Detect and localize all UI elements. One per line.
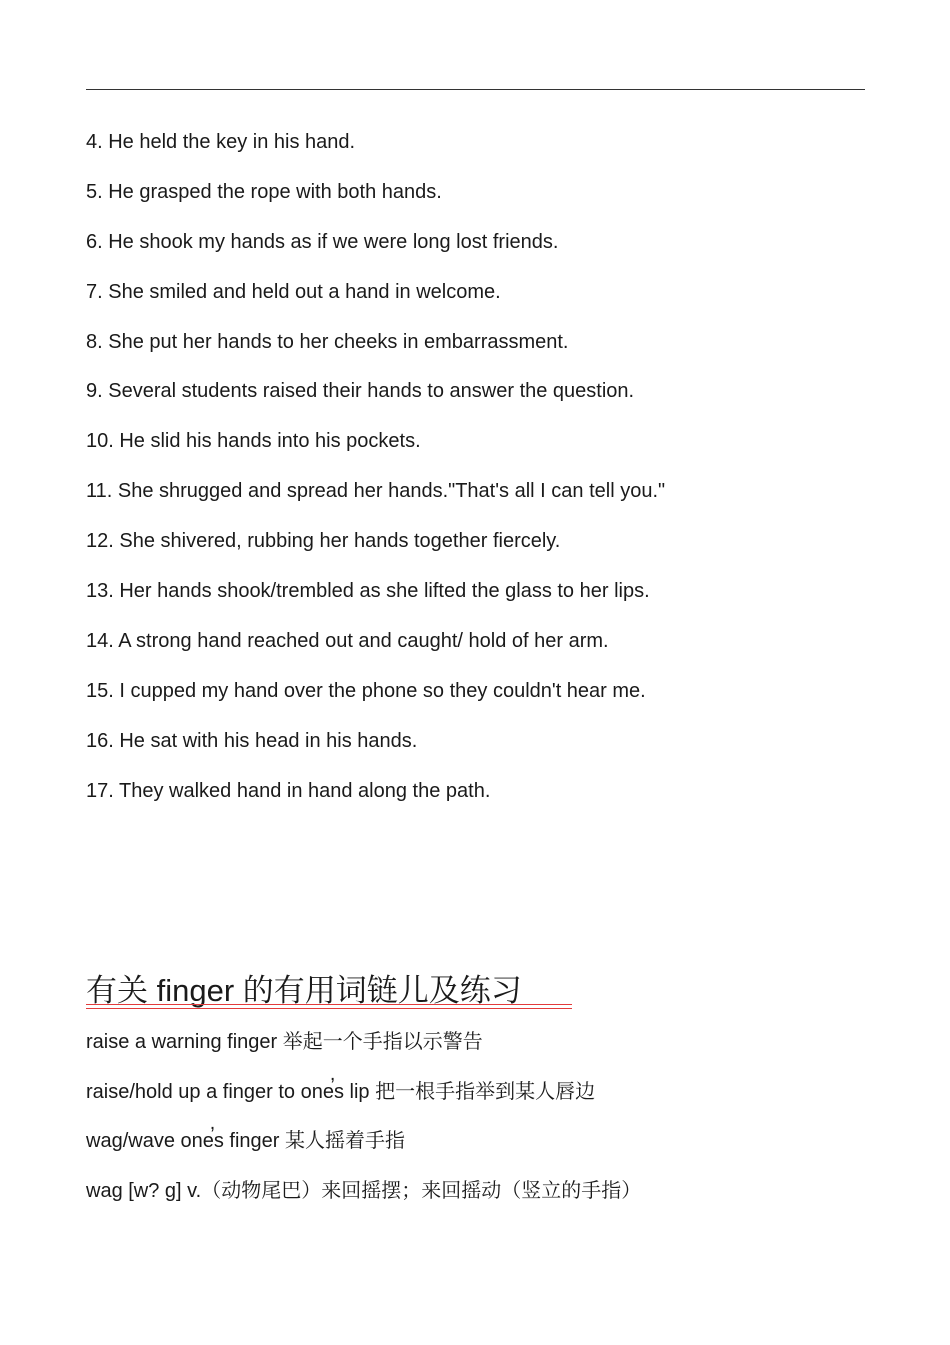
- phrase-item: raise/hold up a finger to one̕s lip 把一根手指举到某人唇边: [86, 1080, 596, 1103]
- heading-underline: [86, 1004, 572, 1009]
- example-sentence-7: 7. She smiled and held out a hand in welcome.: [86, 280, 501, 303]
- example-sentence-12: 12. She shivered, rubbing her hands together fiercely.: [86, 530, 561, 553]
- example-sentence-14: 14. A strong hand reached out and caught/ hold of her arm.: [86, 629, 609, 652]
- example-sentence-17: 17. They walked hand in hand along the path.: [86, 779, 491, 802]
- top-divider: [86, 89, 865, 90]
- example-sentence-6: 6. He shook my hands as if we were long lost friends.: [86, 230, 559, 253]
- example-sentence-11: 11. She shrugged and spread her hands."That's all I can tell you.": [86, 480, 666, 503]
- example-sentence-10: 10. He slid his hands into his pockets.: [86, 430, 421, 453]
- example-sentence-4: 4. He held the key in his hand.: [86, 131, 356, 153]
- example-sentence-8: 8. She put her hands to her cheeks in embarrassment.: [86, 330, 569, 353]
- phrase-list: [86, 1029, 866, 1227]
- example-sentence-list: [86, 130, 866, 828]
- example-sentence-5: 5. He grasped the rope with both hands.: [86, 180, 442, 203]
- section-heading: 有关 finger 的有用词链儿及练习: [86, 973, 522, 1008]
- phrase-item: wag [w? ɡ] v.（动物尾巴）来回摇摆；来回摇动（竖立的手指）: [86, 1179, 642, 1202]
- example-sentence-9: 9. Several students raised their hands to answer the question.: [86, 380, 635, 403]
- phrase-item: raise a warning finger 举起一个手指以示警告: [86, 1031, 483, 1053]
- example-sentence-13: 13. Her hands shook/trembled as she lifted the glass to her lips.: [86, 580, 650, 603]
- example-sentence-15: 15. I cupped my hand over the phone so they couldn't hear me.: [86, 679, 646, 702]
- phrase-item: wag/wave one̕s finger 某人摇着手指: [86, 1130, 406, 1152]
- example-sentence-16: 16. He sat with his head in his hands.: [86, 729, 418, 752]
